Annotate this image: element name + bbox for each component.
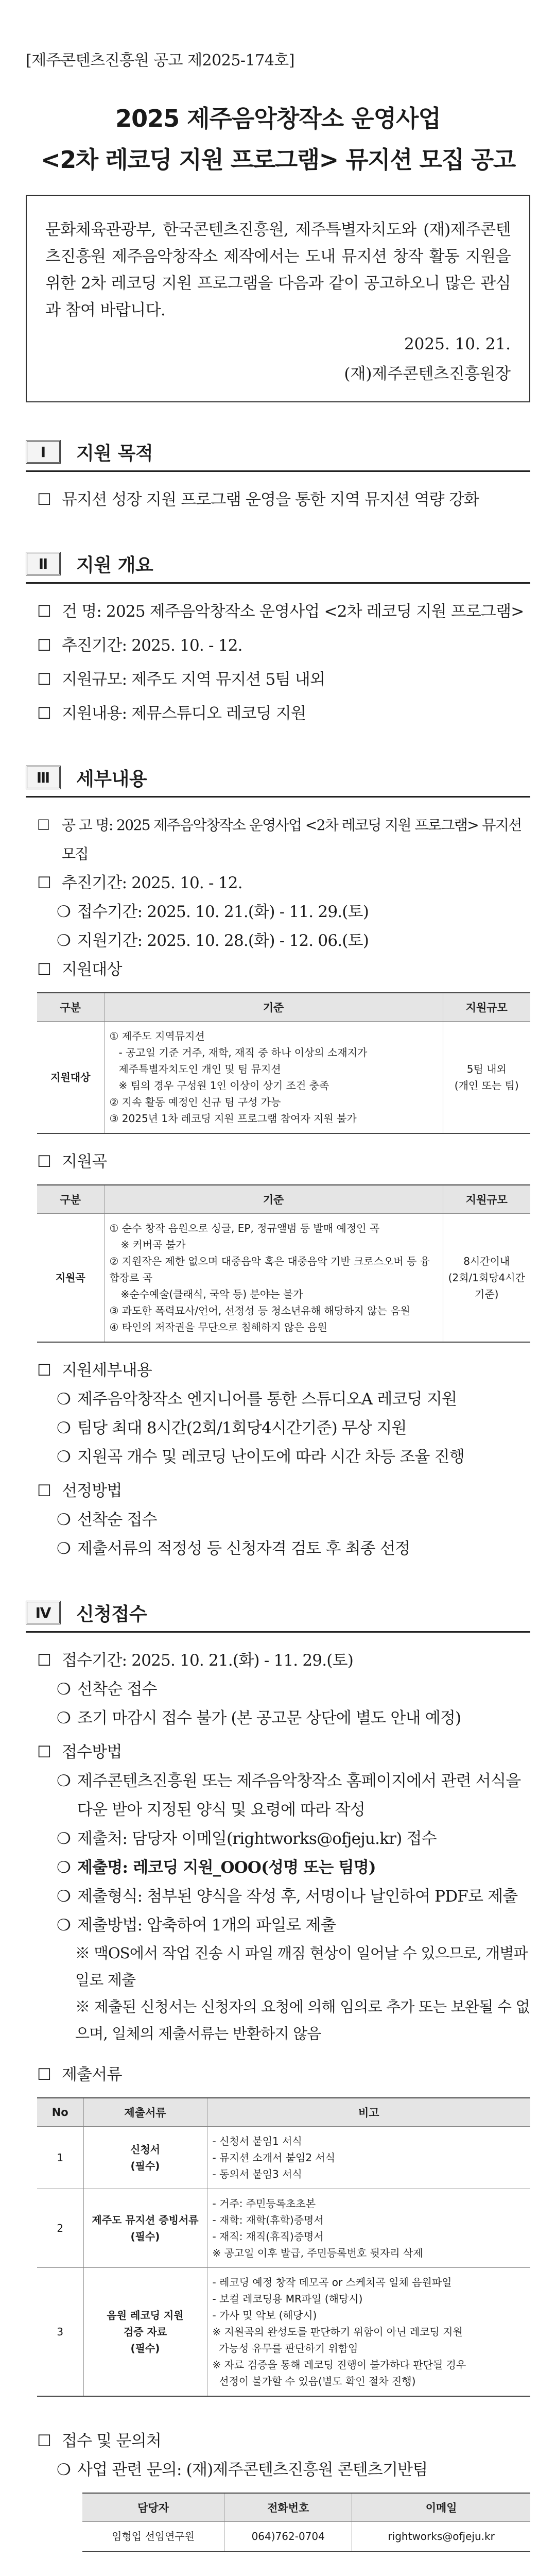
- list-item: ☐ 지원내용: 제뮤스튜디오 레코딩 지원: [26, 699, 530, 728]
- list-item: ☐ 접수기간: 2025. 10. 21.(화) - 11. 29.(토): [26, 1646, 530, 1675]
- circle-bullet-icon: ❍: [57, 1709, 71, 1727]
- table-header: 구분: [37, 993, 104, 1022]
- sub-item: ❍ 제주콘텐츠진흥원 또는 제주음악창작소 홈페이지에서 관련 서식을 다운 받아 지정된 양식 및 요령에 따라 작성: [26, 1767, 530, 1824]
- table-header: 지원규모: [443, 1185, 530, 1214]
- table-header: 제출서류: [83, 2098, 207, 2127]
- table-row: [37, 2127, 530, 2189]
- table-header: 구분: [37, 1185, 104, 1214]
- section-2-number: Ⅱ: [26, 552, 61, 575]
- sub-item: ❍ 접수기간: 2025. 10. 21.(화) - 11. 29.(토): [26, 897, 530, 926]
- square-bullet-icon: ☐: [37, 2065, 51, 2084]
- table-header: 지원규모: [443, 993, 530, 1022]
- table-cell: 2: [37, 2189, 83, 2268]
- table-header: 기준: [104, 993, 443, 1022]
- table-cell: 8시간이내 (2회/1회당4시간기준): [443, 1214, 530, 1343]
- contact-table: [82, 2493, 530, 2552]
- circle-bullet-icon: ❍: [57, 1390, 71, 1409]
- circle-bullet-icon: ❍: [57, 1539, 71, 1558]
- table-cell: 1: [37, 2127, 83, 2189]
- square-bullet-icon: ☐: [37, 1743, 51, 1761]
- square-bullet-icon: ☐: [37, 670, 51, 689]
- circle-bullet-icon: ❍: [57, 1772, 71, 1790]
- section-divider: [26, 1631, 530, 1633]
- list-item: ☐ 공 고 명: 2025 제주음악창작소 운영사업 <2차 레코딩 지원 프로그램> 뮤지션 모집: [26, 811, 530, 869]
- section-4-title: 신청접수: [76, 1603, 147, 1625]
- circle-bullet-icon: ❍: [57, 1858, 71, 1877]
- table-header: 이메일: [352, 2493, 530, 2522]
- square-bullet-icon: ☐: [37, 1153, 51, 1171]
- sub-item: ❍ 조기 마감시 접수 불가 (본 공고문 상단에 별도 안내 예정): [26, 1704, 530, 1733]
- square-bullet-icon: ☐: [37, 817, 49, 834]
- table-header: 기준: [104, 1185, 443, 1214]
- square-bullet-icon: ☐: [37, 636, 51, 655]
- section-4-header: [26, 1599, 530, 1626]
- square-bullet-icon: ☐: [37, 1651, 51, 1670]
- title-line-2: <2차 레코딩 지원 프로그램> 뮤지션 모집 공고: [41, 146, 515, 174]
- square-bullet-icon: ☐: [37, 1361, 51, 1380]
- circle-bullet-icon: ❍: [57, 1829, 71, 1848]
- table-cell: ① 제주도 지역뮤지션 - 공고일 기준 거주, 재학, 재직 중 하나 이상의 소재지가 제주특별자치도인 개인 및 팀 뮤지션 ※ 팀의 경우 구성원 1인 이상이 상기 조건 충족 ② 지속 활동 예정인 신규 팀 구성 가능 ③ 2025년 1차 레코딩 지원 프로그램 참여자 지원 불가: [104, 1022, 443, 1134]
- table-cell: 3: [37, 2268, 83, 2397]
- list-item: ☐ 접수방법: [26, 1738, 530, 1767]
- table-cell: 5팀 내외 (개인 또는 팀): [443, 1022, 530, 1134]
- table-cell: 064)762-0704: [224, 2522, 352, 2552]
- table-cell: 제주도 뮤지션 증빙서류 (필수): [83, 2189, 207, 2268]
- section-4-number: Ⅳ: [26, 1601, 61, 1624]
- intro-org: (재)제주콘텐츠진흥원장: [344, 365, 511, 383]
- table-header: No: [37, 2098, 83, 2127]
- table-cell: 신청서 (필수): [83, 2127, 207, 2189]
- square-bullet-icon: ☐: [37, 602, 51, 621]
- list-item: ☐ 지원곡: [26, 1147, 530, 1176]
- sub-item: ❍ 제출형식: 첨부된 양식을 작성 후, 서명이나 날인하여 PDF로 제출: [26, 1882, 530, 1911]
- intro-box: [26, 195, 530, 402]
- list-item: ☐ 접수 및 문의처: [26, 2427, 530, 2455]
- section-divider: [26, 470, 530, 472]
- intro-text: 문화체육관광부, 한국콘텐츠진흥원, 제주특별자치도와 (재)제주콘텐츠진흥원 제주음악창작소 제작에서는 도내 뮤지션 창작 활동 지원을 위한 2차 레코딩 지원 프로그램을 다음과 같이 공고하오니 많은 관심과 참여 바랍니다.: [45, 221, 511, 319]
- square-bullet-icon: ☐: [37, 704, 51, 723]
- section-divider: [26, 796, 530, 798]
- circle-bullet-icon: ❍: [57, 1916, 71, 1935]
- circle-bullet-icon: ❍: [57, 1680, 71, 1699]
- sub-item: ❍ 선착순 접수: [26, 1675, 530, 1704]
- note-item: ※ 제출된 신청서는 신청자의 요청에 의해 임의로 추가 또는 보완될 수 없으며, 일체의 제출서류는 반환하지 않음: [75, 1998, 530, 2042]
- circle-bullet-icon: ❍: [57, 1511, 71, 1529]
- table-row: [37, 2268, 530, 2397]
- circle-bullet-icon: ❍: [57, 903, 71, 921]
- title-block: [26, 100, 530, 175]
- list-item: ☐ 지원대상: [26, 955, 530, 984]
- list-item: ☐ 지원세부내용: [26, 1356, 530, 1385]
- circle-bullet-icon: ❍: [57, 1887, 71, 1906]
- sub-item: ❍ 제출방법: 압축하여 1개의 파일로 제출: [26, 1911, 530, 1940]
- section-3-number: Ⅲ: [26, 766, 61, 789]
- docs-table: [37, 2097, 530, 2397]
- list-item: ☐ 제출서류: [26, 2060, 530, 2089]
- list-item: ☐ 뮤지션 성장 지원 프로그램 운영을 통한 지역 뮤지션 역량 강화: [26, 485, 530, 514]
- square-bullet-icon: ☐: [37, 960, 51, 979]
- list-item: ☐ 선정방법: [26, 1477, 530, 1505]
- table-row: [37, 2189, 530, 2268]
- notice-number: [제주콘텐츠진흥원 공고 제2025-174호]: [26, 52, 294, 70]
- table-cell: - 레코딩 예정 창작 데모곡 or 스케치곡 일체 음원파일 - 보컬 레코딩용 MR파일 (해당시) - 가사 및 악보 (해당시) ※ 지원곡의 완성도를 판단하기 위함이 아닌 레코딩 지원 가능성 유무를 판단하기 위함임 ※ 자료 검증을 통해 레코딩 진행이 불가하다 판단될 경우 선정이 불가할 수 있음(별도 확인 절차 진행): [207, 2268, 530, 2397]
- table-cell: - 신청서 붙임1 서식 - 뮤지션 소개서 붙임2 서식 - 동의서 붙임3 서식: [207, 2127, 530, 2189]
- circle-bullet-icon: ❍: [57, 1419, 71, 1437]
- list-item: ☐ 추진기간: 2025. 10. - 12.: [26, 869, 530, 897]
- section-divider: [26, 582, 530, 584]
- list-item: ☐ 건 명: 2025 제주음악창작소 운영사업 <2차 레코딩 지원 프로그램>: [26, 597, 530, 626]
- table-header: 전화번호: [224, 2493, 352, 2522]
- table-header: 비고: [207, 2098, 530, 2127]
- sub-item: ❍ 사업 관련 문의: (재)제주콘텐츠진흥원 콘텐츠기반팀: [26, 2455, 530, 2484]
- sub-item: ❍ 지원기간: 2025. 10. 28.(화) - 12. 06.(토): [26, 926, 530, 955]
- sub-item: ❍ 제출처: 담당자 이메일(rightworks@ofjeju.kr) 접수: [26, 1824, 530, 1853]
- section-2-title: 지원 개요: [76, 554, 153, 576]
- circle-bullet-icon: ❍: [57, 2461, 71, 2479]
- table-cell: 지원곡: [37, 1214, 104, 1343]
- section-2-header: [26, 550, 530, 577]
- table-cell: - 거주: 주민등록초초본 - 재학: 재학(휴학)증명서 - 재직: 재직(휴직)증명서 ※ 공고일 이후 발급, 주민등록번호 뒷자리 삭제: [207, 2189, 530, 2268]
- work-table: [37, 1184, 530, 1343]
- section-1-title: 지원 목적: [76, 443, 153, 464]
- note-item: ※ 맥OS에서 작업 진송 시 파일 깨짐 현상이 일어날 수 있으므로, 개별파일로 제출: [75, 1944, 528, 1989]
- sub-item: ❍ 팀당 최대 8시간(2회/1회당4시간기준) 무상 지원: [26, 1414, 530, 1443]
- section-1-number: Ⅰ: [26, 440, 61, 464]
- sub-item: ❍ 제출명: 레코딩 지원_OOO(성명 또는 팀명): [26, 1853, 530, 1882]
- title-line-1: 2025 제주음악창작소 운영사업: [115, 105, 441, 132]
- table-header: 담당자: [82, 2493, 224, 2522]
- square-bullet-icon: ☐: [37, 874, 51, 892]
- circle-bullet-icon: ❍: [57, 931, 71, 950]
- section-1-header: [26, 438, 530, 465]
- square-bullet-icon: ☐: [37, 2432, 51, 2450]
- sub-item: ❍ 지원곡 개수 및 레코딩 난이도에 따라 시간 차등 조율 진행: [26, 1443, 530, 1471]
- table-cell: 지원대상: [37, 1022, 104, 1134]
- circle-bullet-icon: ❍: [57, 1448, 71, 1466]
- target-table: [37, 992, 530, 1134]
- sub-item: ❍ 선착순 접수: [26, 1505, 530, 1534]
- list-item: ☐ 추진기간: 2025. 10. - 12.: [26, 631, 530, 660]
- intro-date: 2025. 10. 21.: [404, 335, 511, 353]
- section-3-title: 세부내용: [76, 768, 147, 790]
- list-item: ☐ 지원규모: 제주도 지역 뮤지션 5팀 내외: [26, 665, 530, 694]
- contact-email: rightworks@ofjeju.kr: [352, 2522, 530, 2552]
- sub-item: ❍ 제주음악창작소 엔지니어를 통한 스튜디오A 레코딩 지원: [26, 1385, 530, 1414]
- table-cell: 임형업 선임연구원: [82, 2522, 224, 2552]
- table-cell: ① 순수 창작 음원으로 싱글, EP, 정규앨범 등 발매 예정인 곡 ※ 커버곡 불가 ② 지원작은 제한 없으며 대중음악 혹은 대중음악 기반 크로스오버 등 융합장르 곡 ※순수예술(클래식, 국악 등) 분야는 불가 ③ 과도한 폭력묘사/언어, 선정성 등 청소년유해 해당하지 않는 음원 ④ 타인의 저작권을 무단으로 침해하지 않은 음원: [104, 1214, 443, 1343]
- section-3-header: [26, 764, 530, 791]
- table-cell: 음원 레코딩 지원 검증 자료 (필수): [83, 2268, 207, 2397]
- sub-item: ❍ 제출서류의 적정성 등 신청자격 검토 후 최종 선정: [26, 1534, 530, 1563]
- square-bullet-icon: ☐: [37, 490, 51, 509]
- square-bullet-icon: ☐: [37, 1482, 51, 1500]
